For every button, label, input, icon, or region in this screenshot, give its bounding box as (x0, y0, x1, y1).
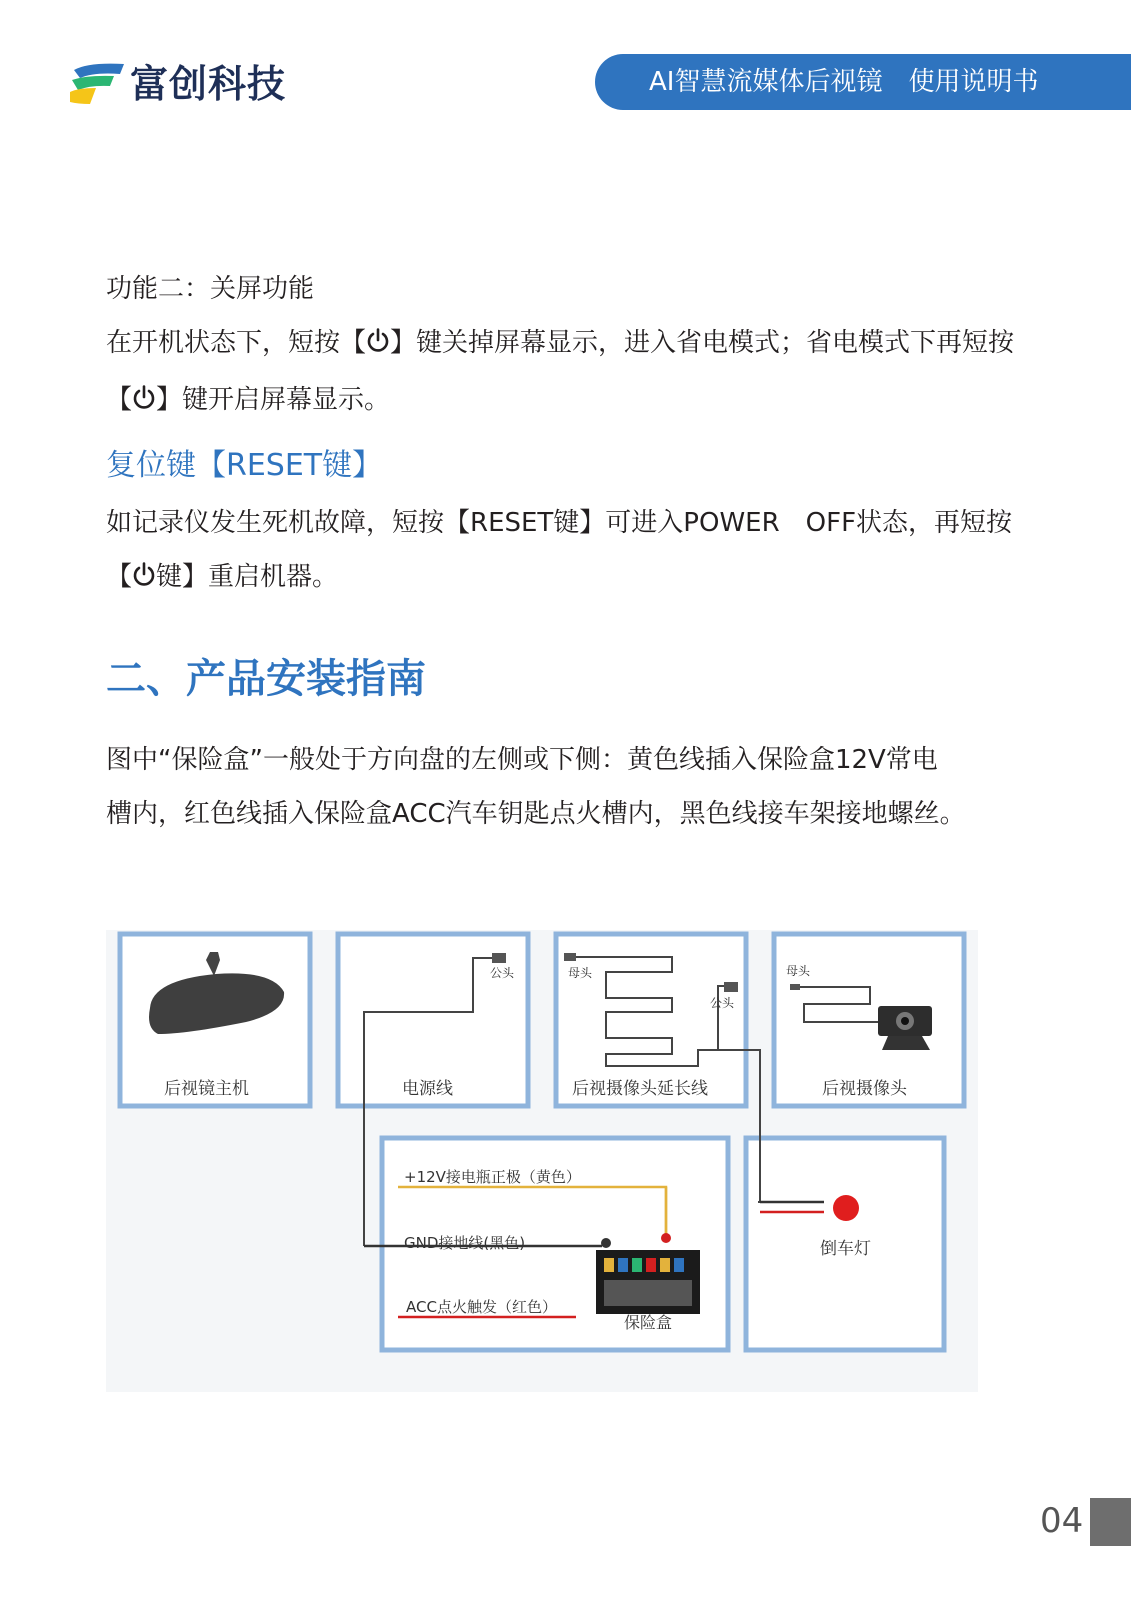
label-male-connector: 公头 (710, 996, 735, 1010)
label-gnd-wire: GND接地线(黑色) (404, 1234, 526, 1252)
camera-icon (878, 1006, 932, 1050)
label-mirror-host: 后视镜主机 (164, 1079, 249, 1099)
reset-line1: 如记录仪发生死机故障，短按【RESET键】可进入POWER OFF状态，再短按 (106, 508, 1013, 538)
power-icon (366, 319, 390, 373)
wiring-diagram (106, 930, 996, 1394)
header-banner (595, 54, 1131, 110)
label-power-cable: 电源线 (402, 1079, 453, 1099)
label-male-connector: 公头 (490, 966, 515, 980)
brand-name: 富创科技 (130, 62, 287, 106)
label-12v-wire: +12V接电瓶正极（黄色） (404, 1168, 581, 1186)
function-two-line2 (106, 373, 1036, 430)
text-run: 【 (106, 385, 133, 415)
power-icon (132, 376, 156, 430)
install-para-line2: 槽内，红色线插入保险盒ACC汽车钥匙点火槽内，黑色线接车架接地螺丝。 (106, 799, 966, 829)
reset-line2 (106, 550, 1036, 607)
text-run: 键】重启机器。 (156, 562, 339, 592)
label-fuse-box: 保险盒 (624, 1313, 673, 1332)
label-female-connector: 母头 (568, 966, 593, 980)
label-extension-cable: 后视摄像头延长线 (572, 1079, 708, 1099)
text-run: 【 (106, 562, 133, 592)
text-run: 】键开启屏幕显示。 (156, 385, 391, 415)
power-icon (132, 553, 156, 607)
text-run: 】键关掉屏幕显示，进入省电模式；省电模式下再短按 (390, 328, 1015, 358)
page-tab (1090, 1498, 1131, 1546)
logo-mark-icon (68, 60, 128, 108)
text-run: 在开机状态下，短按【 (106, 328, 367, 358)
section-heading: 二、产品安装指南 (106, 656, 426, 702)
page-number: 04 (1040, 1501, 1084, 1541)
reset-heading: 复位键【RESET键】 (106, 448, 383, 483)
function-two-title: 功能二：关屏功能 (106, 274, 315, 304)
function-two-line1 (106, 316, 1036, 373)
brand-logo (68, 60, 288, 108)
label-acc-wire: ACC点火触发（红色） (406, 1298, 557, 1316)
installation-diagram (106, 930, 996, 1394)
manual-title: AI智慧流媒体后视镜 使用说明书 (649, 67, 1039, 97)
label-reverse-light: 倒车灯 (820, 1239, 871, 1259)
reverse-light-icon (833, 1195, 859, 1221)
main-content (106, 262, 1036, 841)
label-female-connector: 母头 (786, 964, 811, 978)
label-rear-camera: 后视摄像头 (822, 1079, 907, 1099)
install-para-line1: 图中“保险盒”一般处于方向盘的左侧或下侧：黄色线插入保险盒12V常电 (106, 745, 938, 775)
